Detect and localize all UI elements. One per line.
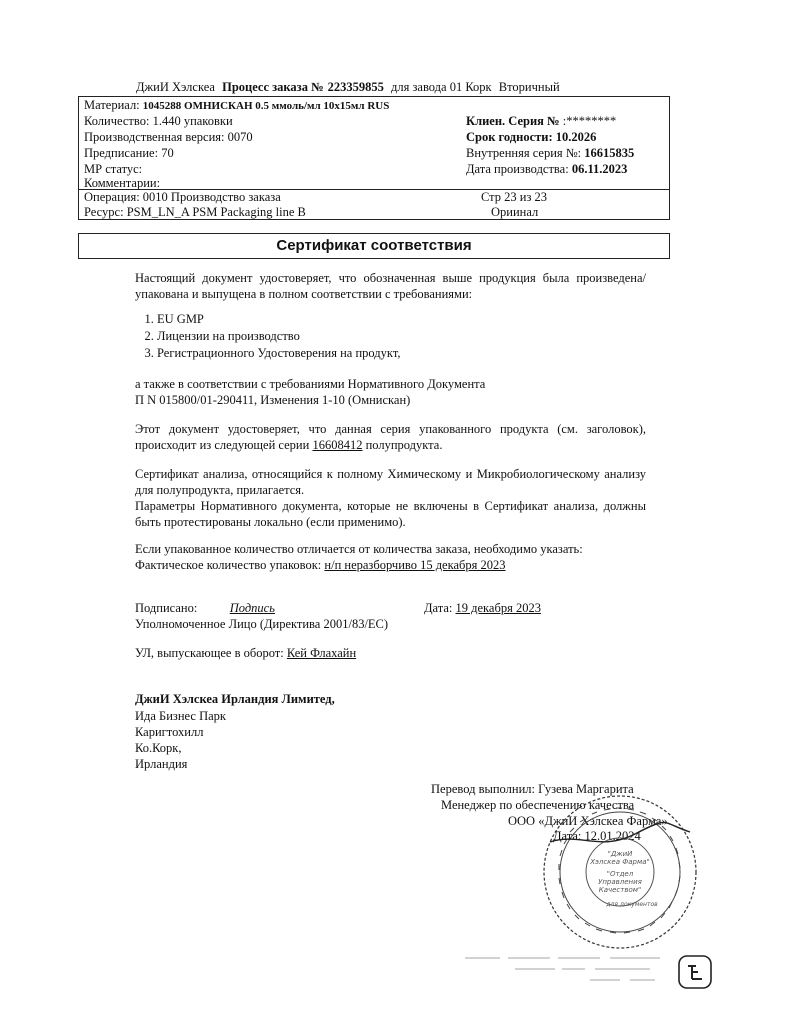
- series-suffix: полупродукта.: [365, 438, 443, 452]
- seal-text: "Отдел: [606, 870, 634, 878]
- list-item: 2. Лицензии на производство: [157, 328, 400, 345]
- operation-row: [84, 190, 281, 205]
- seal-text: для документов: [606, 901, 658, 908]
- prod-version-label: Производственная версия:: [84, 130, 225, 144]
- signed-value: Подпись: [229, 601, 275, 615]
- comments-label: Комментарии:: [84, 176, 161, 190]
- internal-series-label: Внутренняя серия №:: [466, 146, 582, 160]
- order-info-box: [78, 96, 670, 220]
- resource-value: PSM_LN_A PSM Packaging line B: [126, 205, 306, 219]
- date-row: [424, 601, 541, 616]
- release-label: УЛ, выпускающее в оборот:: [135, 646, 284, 660]
- signed-label: Подписано:: [135, 601, 198, 615]
- date-value: 19 декабря 2023: [455, 601, 541, 615]
- order-header: [136, 80, 564, 95]
- params-paragraph: Параметры Нормативного документа, которые не включены в Сертификат анализа, должны быть протестированы локально (если применимо).: [135, 499, 646, 529]
- quantity-row: [84, 114, 233, 129]
- material-value: 1045288 ОМНИСКАН 0.5 ммоль/мл 10х15мл RUS: [142, 100, 390, 112]
- series-text: Этот документ удостоверяет, что данная серия упакованного продукта (см. заголовок), происходит из следующей серии: [135, 422, 646, 452]
- company-seal: [540, 792, 700, 952]
- qp-label: Уполномоченное Лицо (Директива 2001/83/ЕС): [135, 617, 389, 631]
- release-value: Кей Флахайн: [286, 646, 357, 660]
- translator-position: Менеджер по обеспечению качества: [441, 798, 635, 812]
- document-logo: [678, 955, 712, 989]
- expiry-row: [466, 130, 596, 145]
- translation-date: Дата: 12.01.2024: [553, 829, 641, 843]
- prod-version-value: 0070: [227, 130, 253, 144]
- signed-row: [135, 601, 307, 616]
- header-order-label: Процесс заказа №: [222, 80, 324, 94]
- material-row: [84, 98, 389, 113]
- header-company: ДжиИ Хэлскеа: [136, 80, 215, 94]
- prescription-label: Предписание:: [84, 146, 159, 160]
- internal-series-value: 16615835: [584, 146, 635, 160]
- internal-series-row: [466, 146, 634, 161]
- release-row: [135, 646, 356, 661]
- address-line: Ко.Корк,: [135, 741, 182, 755]
- resource-label: Ресурс:: [84, 205, 124, 219]
- mp-status-label: МР статус:: [84, 162, 143, 176]
- operation-value: 0010 Производство заказа: [142, 190, 281, 204]
- seal-text: "ДжиИ: [607, 850, 633, 858]
- prod-version-row: [84, 130, 253, 145]
- address-line: Ирландия: [135, 757, 188, 771]
- page-title: Сертификат соответствия: [276, 237, 472, 254]
- client-series-row: [466, 114, 616, 129]
- list-item: 3. Регистрационного Удостоверения на продукт,: [157, 345, 400, 362]
- date-label: Дата:: [424, 601, 453, 615]
- mp-status-row: [84, 162, 142, 177]
- prescription-row: [84, 146, 174, 161]
- normative-line-2: П N 015800/01-290411, Изменения 1-10 (Омнискан): [135, 393, 411, 407]
- signature-stroke: [550, 822, 690, 842]
- list-item: 1. EU GMP: [157, 311, 400, 328]
- quantity-value: 1.440 упаковки: [152, 114, 233, 128]
- original-label: Ориинал: [491, 205, 539, 219]
- address-line: Каригтохилл: [135, 725, 204, 739]
- actual-quantity-label: Фактическое количество упаковок:: [135, 558, 322, 572]
- prescription-value: 70: [161, 146, 174, 160]
- faded-stamp: [460, 952, 670, 992]
- quantity-note: Если упакованное количество отличается от количества заказа, необходимо указать:: [135, 542, 583, 556]
- material-label: Материал:: [84, 98, 140, 112]
- seal-text: Качеством": [598, 886, 642, 894]
- prod-date-value: 06.11.2023: [571, 162, 628, 176]
- requirements-list: [135, 311, 400, 362]
- address-line: Ида Бизнес Парк: [135, 709, 226, 723]
- operation-label: Операция:: [84, 190, 140, 204]
- translated-by: Перевод выполнил: Гузева Маргарита: [431, 782, 634, 796]
- actual-quantity-row: [135, 557, 646, 573]
- seal-text: Хэлскеа Фарма": [590, 858, 650, 866]
- address-company: ДжиИ Хэлскеа Ирландия Лимитед,: [135, 692, 335, 706]
- intro-paragraph: Настоящий документ удостоверяет, что обозначенная выше продукция была произведена/ упакована и выпущена в полном соответствии с требованиями:: [135, 271, 646, 301]
- expiry-value: 10.2026: [555, 130, 597, 144]
- expiry-label: Срок годности:: [466, 130, 553, 144]
- header-plant: для завода 01 Корк: [391, 80, 492, 94]
- client-series-value: :********: [562, 114, 617, 128]
- certificate-title-box: [78, 233, 670, 259]
- quantity-label: Количество:: [84, 114, 150, 128]
- normative-line-1: а также в соответствии с требованиями Нормативного Документа: [135, 377, 486, 391]
- page-counter: Стр 23 из 23: [481, 190, 548, 204]
- series-paragraph: [135, 421, 646, 453]
- prod-date-label: Дата производства:: [466, 162, 569, 176]
- header-type: Вторичный: [498, 80, 560, 94]
- seal-text: Управления: [598, 878, 642, 886]
- resource-row: [84, 205, 306, 220]
- translator-company: ООО «ДжиИ Хэлскеа Фарма»: [508, 814, 668, 828]
- prod-date-row: [466, 162, 627, 177]
- header-order-number: 223359855: [327, 80, 384, 94]
- series-number: 16608412: [312, 438, 363, 452]
- client-series-label: Клиен. Серия №: [466, 114, 560, 128]
- analysis-paragraph: Сертификат анализа, относящийся к полному Химическому и Микробиологическому анализу для полупродукта, прилагается.: [135, 467, 646, 497]
- actual-quantity-value: н/п неразборчиво 15 декабря 2023: [324, 558, 506, 572]
